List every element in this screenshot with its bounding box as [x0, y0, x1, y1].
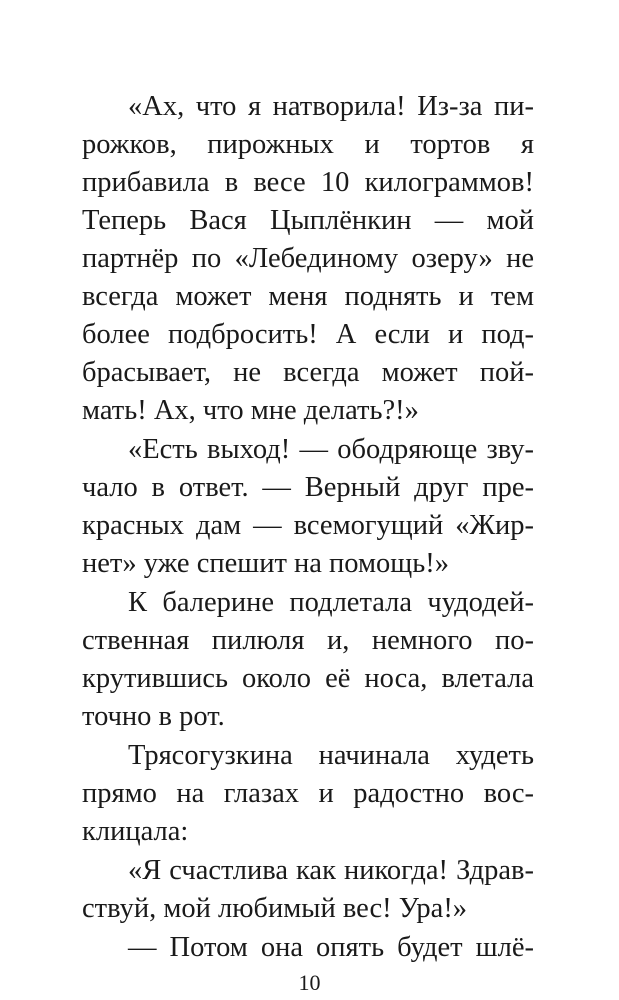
- text-line: точно в рот.: [82, 701, 225, 732]
- text-line: всегда может меня поднять и тем: [82, 281, 534, 312]
- text-line: более подбросить! А если и под-: [82, 319, 534, 350]
- text-line: красных дам — всемогущий «Жир-: [82, 510, 534, 541]
- text-line: клицала:: [82, 816, 189, 847]
- text-line: «Я счастлива как никогда! Здрав-: [128, 855, 534, 886]
- text-line: прямо на глазах и радостно вос-: [82, 778, 534, 809]
- text-line: брасывает, не всегда может пой-: [82, 357, 534, 388]
- text-line: ственная пилюля и, немного по-: [82, 625, 534, 656]
- text-line: чало в ответ. — Верный друг пре-: [82, 472, 534, 503]
- text-line: прибавила в весе 10 килограммов!: [82, 167, 534, 198]
- text-line: К балерине подлетала чудодей-: [128, 587, 534, 618]
- text-line: крутившись около её носа, влетала: [82, 663, 534, 694]
- text-line: «Ах, что я натворила! Из-за пи-: [128, 91, 534, 122]
- page-number: 10: [298, 970, 321, 995]
- text-line: мать! Ах, что мне делать?!»: [82, 395, 419, 426]
- text-line: «Есть выход! — ободряюще зву-: [128, 434, 534, 465]
- text-line: нет» уже спешит на помощь!»: [82, 548, 449, 579]
- text-line: Трясогузкина начинала худеть: [128, 740, 534, 771]
- text-line: рожков, пирожных и тортов я: [82, 129, 534, 160]
- text-line: партнёр по «Лебединому озеру» не: [82, 243, 534, 274]
- text-line: ствуй, мой любимый вес! Ура!»: [82, 893, 468, 924]
- text-line: — Потом она опять будет шлё-: [128, 932, 534, 963]
- text-line: Теперь Вася Цыплёнкин — мой: [82, 205, 534, 236]
